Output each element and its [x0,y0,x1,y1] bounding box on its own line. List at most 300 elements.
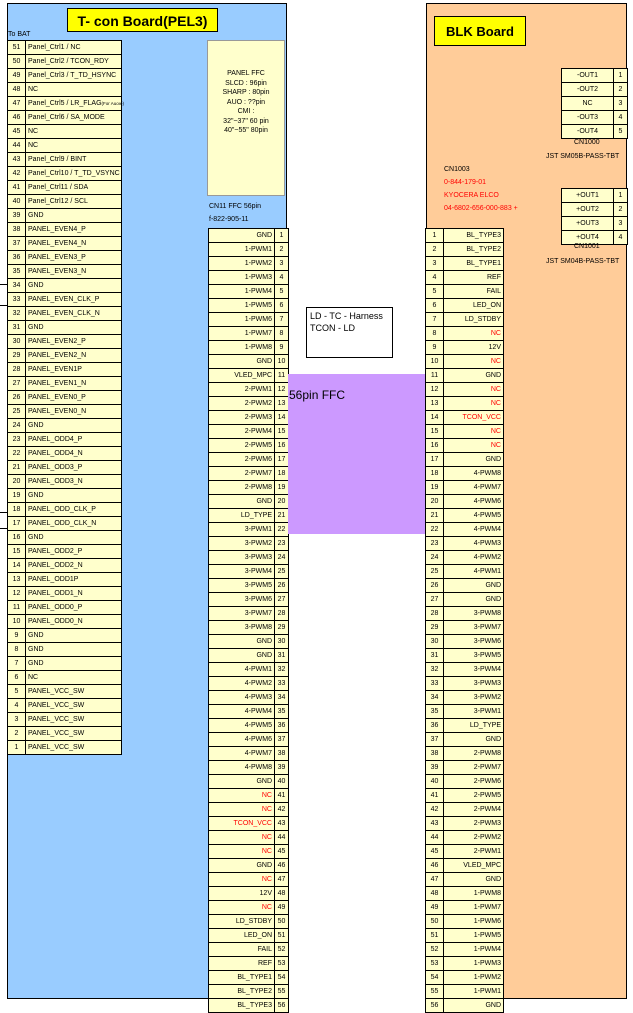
pin-signal: 3-PWM2 [444,691,504,705]
pin-number: 31 [426,649,444,663]
table-row [426,593,504,607]
table-row [426,411,504,425]
pin-signal: PANEL_ODD2_P [26,545,122,559]
pin-number: 17 [426,453,444,467]
cn11-label: CN11 FFC 56pin [209,203,262,210]
pin-signal: VLED_MPC [209,369,275,383]
pin-signal: PANEL_ODD_CLK_N [26,517,122,531]
pin-signal: 2-PWM5 [209,439,275,453]
table-row [209,495,289,509]
pin-signal: NC [209,789,275,803]
left-edge-stub [0,512,7,529]
pin-signal: PANEL_VCC_SW [26,741,122,755]
pin-number: 43 [8,153,26,167]
pin-number: 55 [275,985,289,999]
pin-number: 43 [426,817,444,831]
table-row [209,285,289,299]
pin-signal: 1-PWM4 [209,285,275,299]
pin-number: 4 [275,271,289,285]
table-row [8,125,122,139]
pin-signal: 3-PWM3 [444,677,504,691]
pin-number: 1 [426,229,444,243]
pin-signal: PANEL_EVEN2_P [26,335,122,349]
table-row [426,943,504,957]
cn1000-part-number: JST SM05B-PASS-TBT [546,153,620,160]
pin-number: 13 [275,397,289,411]
pin-number: 15 [426,425,444,439]
pin-signal: GND [26,489,122,503]
pin-signal: 3-PWM7 [209,607,275,621]
table-row [209,761,289,775]
table-row [8,587,122,601]
table-row [209,971,289,985]
table-row [426,761,504,775]
pin-signal: FAIL [444,285,504,299]
pin-signal: NC [444,327,504,341]
pin-number: 2 [275,243,289,257]
table-row [8,685,122,699]
pin-number: 4 [8,699,26,713]
pin-signal: PANEL_ODD4_P [26,433,122,447]
table-row [426,649,504,663]
pin-signal: REF [209,957,275,971]
pin-number: 5 [614,125,628,139]
pin-signal: 2-PWM2 [444,831,504,845]
table-row [426,817,504,831]
table-row [8,97,122,111]
pin-number: 43 [275,817,289,831]
pin-signal: 4-PWM5 [444,509,504,523]
pin-signal: 4-PWM5 [209,719,275,733]
table-row [209,229,289,243]
pin-number: 30 [275,635,289,649]
pin-signal: GND [209,229,275,243]
table-row [426,285,504,299]
pin-signal: 1-PWM5 [209,299,275,313]
pin-number: 33 [8,293,26,307]
pin-signal: 1-PWM4 [444,943,504,957]
table-row [426,509,504,523]
pin-number: 4 [426,271,444,285]
table-row [209,565,289,579]
pin-signal: 3-PWM4 [209,565,275,579]
pin-number: 52 [426,943,444,957]
pin-signal: GND [209,775,275,789]
pin-signal: PANEL_VCC_SW [26,685,122,699]
pin-signal: GND [26,419,122,433]
table-row [426,495,504,509]
table-row [426,845,504,859]
pin-signal: 4-PWM6 [209,733,275,747]
pin-signal: Panel_Ctrl1 / NC [26,41,122,55]
table-row [8,503,122,517]
pin-signal: Panel_Ctrl10 / T_TD_VSYNC [26,167,122,181]
pin-signal: PANEL_EVEN0_N [26,405,122,419]
table-row [209,579,289,593]
table-row [426,985,504,999]
pin-number: 18 [8,503,26,517]
pin-number: 24 [275,551,289,565]
pin-number: 28 [426,607,444,621]
table-row [209,943,289,957]
pin-signal: GND [444,733,504,747]
pin-number: 3 [614,217,628,231]
table-row [426,565,504,579]
pin-signal: PANEL_VCC_SW [26,713,122,727]
pin-number: 41 [426,789,444,803]
table-row [8,41,122,55]
pin-signal: GND [209,859,275,873]
table-row [426,257,504,271]
table-row [209,257,289,271]
table-row [426,677,504,691]
cn1003-maker-part: 04-6802-656-000-883 + [444,205,518,212]
pin-signal: NC [26,83,122,97]
pin-number: 47 [8,97,26,111]
left-edge-stub [0,284,7,306]
pin-signal: 1-PWM6 [444,915,504,929]
table-row [209,747,289,761]
pin-signal: 2-PWM7 [444,761,504,775]
pin-signal: LED_ON [444,299,504,313]
pin-signal: BL_TYPE2 [444,243,504,257]
table-row [562,69,628,83]
pin-signal: GND [209,495,275,509]
pin-number: 10 [426,355,444,369]
table-row [209,635,289,649]
pin-number: 35 [8,265,26,279]
pin-number: 19 [426,481,444,495]
pin-number: 51 [426,929,444,943]
pin-signal: 2-PWM6 [209,453,275,467]
table-row [426,579,504,593]
pin-number: 29 [8,349,26,363]
pin-signal: TCON_VCC [209,817,275,831]
table-row [562,189,628,203]
pin-number: 11 [426,369,444,383]
table-row [209,439,289,453]
table-row [562,83,628,97]
pin-number: 48 [275,887,289,901]
table-row [8,195,122,209]
pin-signal: 2-PWM4 [209,425,275,439]
pin-signal: 1-PWM8 [209,341,275,355]
pin-signal: PANEL_VCC_SW [26,699,122,713]
pin-number: 49 [8,69,26,83]
pin-number: 48 [8,83,26,97]
panel-ffc-line: PANEL FFC [227,70,265,77]
pin-number: 22 [275,523,289,537]
pin-number: 23 [275,537,289,551]
table-row [426,313,504,327]
table-row [426,425,504,439]
cn1003-part-number: 0-844-179-01 [444,179,487,186]
pin-number: 7 [8,657,26,671]
pin-number: 53 [426,957,444,971]
table-row [8,517,122,531]
table-row [8,265,122,279]
table-row [209,243,289,257]
pin-signal: NC [209,845,275,859]
table-row [426,901,504,915]
table-row [8,601,122,615]
table-row [209,691,289,705]
table-row [209,453,289,467]
pin-number: 27 [426,593,444,607]
pin-signal: PANEL_ODD3_N [26,475,122,489]
pin-number: 29 [275,621,289,635]
pin-signal: PANEL_ODD3_P [26,461,122,475]
table-row [209,313,289,327]
pin-number: 8 [426,327,444,341]
table-row [209,677,289,691]
pin-number: 7 [426,313,444,327]
pin-number: 34 [8,279,26,293]
pin-number: 30 [8,335,26,349]
pin-signal: 4-PWM6 [444,495,504,509]
pin-signal: 1-PWM5 [444,929,504,943]
harness-label-box [306,307,393,358]
pin-signal: PANEL_EVEN1P [26,363,122,377]
table-row [8,349,122,363]
pin-number: 14 [426,411,444,425]
table-row [426,327,504,341]
table-row [209,481,289,495]
blk-board-title: BLK Board [434,16,526,46]
pin-signal: NC [26,139,122,153]
pin-signal: BL_TYPE1 [209,971,275,985]
table-row [209,369,289,383]
pin-number: 4 [614,111,628,125]
table-row [209,397,289,411]
cn1000-pin-table [561,68,628,139]
pin-number: 23 [8,433,26,447]
table-row [426,719,504,733]
table-row [8,153,122,167]
pin-number: 16 [275,439,289,453]
pin-signal: 2-PWM6 [444,775,504,789]
table-row [8,741,122,755]
pin-number: 13 [8,573,26,587]
pin-signal: GND [26,531,122,545]
pin-signal: 4-PWM8 [444,467,504,481]
pin-signal: REF [444,271,504,285]
pin-signal: 3-PWM3 [209,551,275,565]
table-row [209,999,289,1013]
pin-number: 21 [275,509,289,523]
table-row [209,551,289,565]
pin-number: 5 [275,285,289,299]
pin-number: 22 [8,447,26,461]
pin-signal: NC [444,425,504,439]
pin-signal: GND [209,635,275,649]
pin-signal: +OUT4 [562,231,614,245]
pin-number: 8 [8,643,26,657]
pin-signal: 2-PWM3 [209,411,275,425]
pin-number: 40 [275,775,289,789]
table-row [209,649,289,663]
pin-signal: 1-PWM2 [209,257,275,271]
pin-signal: 12V [209,887,275,901]
pin-signal: LD_STDBY [209,915,275,929]
pin-signal: NC [26,125,122,139]
pin-number: 19 [8,489,26,503]
table-row [8,377,122,391]
pin-signal: BL_TYPE3 [444,229,504,243]
table-row [426,705,504,719]
pin-signal: PANEL_ODD1_N [26,587,122,601]
to-bat-label: To BAT [8,31,31,38]
pin-signal: PANEL_EVEN3_N [26,265,122,279]
table-row [8,643,122,657]
pin-signal: LD_STDBY [444,313,504,327]
pin-signal: 2-PWM8 [209,481,275,495]
pin-signal: 4-PWM7 [209,747,275,761]
pin-signal: LED_ON [209,929,275,943]
pin-number: 9 [8,629,26,643]
pin-signal: Panel_Ctrl11 / SDA [26,181,122,195]
table-row [426,691,504,705]
table-row [209,929,289,943]
pin-signal: 3-PWM7 [444,621,504,635]
table-row [209,341,289,355]
pin-signal: GND [26,321,122,335]
pin-number: 14 [275,411,289,425]
pin-signal: GND [26,629,122,643]
table-row [562,125,628,139]
table-row [209,733,289,747]
pin-signal: -OUT4 [562,125,614,139]
pin-number: 18 [275,467,289,481]
pin-signal: NC [562,97,614,111]
pin-number: 42 [275,803,289,817]
pin-number: 52 [275,943,289,957]
table-row [426,803,504,817]
pin-number: 3 [426,257,444,271]
table-row [209,663,289,677]
pin-signal: 3-PWM2 [209,537,275,551]
pin-signal: GND [26,209,122,223]
pin-signal: 1-PWM8 [444,887,504,901]
cn1003-label: CN1003 [444,166,470,173]
pin-number: 35 [426,705,444,719]
pin-number: 16 [426,439,444,453]
pin-number: 5 [426,285,444,299]
table-row [209,789,289,803]
pin-signal: 3-PWM6 [209,593,275,607]
pin-signal: VLED_MPC [444,859,504,873]
pin-number: 39 [426,761,444,775]
pin-signal: GND [209,355,275,369]
pin-number: 54 [426,971,444,985]
pin-signal: NC [26,671,122,685]
pin-number: 2 [614,203,628,217]
pin-number: 44 [275,831,289,845]
table-row [209,509,289,523]
table-row [8,629,122,643]
cn1000-label: CN1000 [574,139,600,146]
pin-number: 2 [8,727,26,741]
pin-number: 22 [426,523,444,537]
table-row [426,621,504,635]
pin-number: 32 [8,307,26,321]
panel-ffc-line: SLCD : 96pin [225,79,267,87]
pin-signal: 2-PWM1 [444,845,504,859]
table-row [209,705,289,719]
pin-signal: 3-PWM1 [444,705,504,719]
pin-number: 29 [426,621,444,635]
pin-number: 14 [8,559,26,573]
pin-number: 3 [614,97,628,111]
pin-signal: NC [209,873,275,887]
pin-number: 56 [275,999,289,1013]
pin-number: 47 [275,873,289,887]
table-row [8,461,122,475]
pin-signal: LD_TYPE [209,509,275,523]
pin-number: 37 [8,237,26,251]
pin-signal: 3-PWM1 [209,523,275,537]
pin-number: 13 [426,397,444,411]
table-row [8,293,122,307]
table-row [8,251,122,265]
table-row [426,229,504,243]
pin-signal: PANEL_VCC_SW [26,727,122,741]
cn11-pin-table [208,228,289,1013]
pin-number: 41 [8,181,26,195]
table-row [209,859,289,873]
pin-number: 27 [8,377,26,391]
pin-number: 31 [275,649,289,663]
cn1001-label: CN1001 [574,243,600,250]
table-row [8,699,122,713]
table-row [8,363,122,377]
table-row [8,489,122,503]
table-row [8,433,122,447]
pin-signal: PANEL_EVEN4_N [26,237,122,251]
table-row [209,537,289,551]
pin-signal: 3-PWM5 [444,649,504,663]
pin-note: (For Auoıe) [101,101,125,106]
pin-signal: GND [209,649,275,663]
pin-number: 1 [614,69,628,83]
pin-signal: 1-PWM3 [444,957,504,971]
pin-number: 17 [275,453,289,467]
pin-number: 6 [8,671,26,685]
pin-signal: Panel_Ctrl9 / BINT [26,153,122,167]
table-row [209,299,289,313]
pin-signal: PANEL_EVEN_CLK_P [26,293,122,307]
table-row [209,985,289,999]
pin-number: 26 [275,579,289,593]
pin-number: 6 [426,299,444,313]
pin-number: 10 [8,615,26,629]
pin-number: 39 [275,761,289,775]
pin-number: 20 [426,495,444,509]
table-row [8,447,122,461]
pin-number: 4 [614,231,628,245]
table-row [8,559,122,573]
pin-signal: GND [444,579,504,593]
tcon-board-title: T- con Board(PEL3) [67,8,218,32]
cn11-part-number: f-822-905-11 [209,216,249,223]
pin-number: 20 [275,495,289,509]
table-row [8,55,122,69]
table-row [209,411,289,425]
pin-signal: 4-PWM3 [444,537,504,551]
pin-signal: PANEL_EVEN3_P [26,251,122,265]
table-row [426,929,504,943]
cn1001-pin-table [561,188,628,245]
